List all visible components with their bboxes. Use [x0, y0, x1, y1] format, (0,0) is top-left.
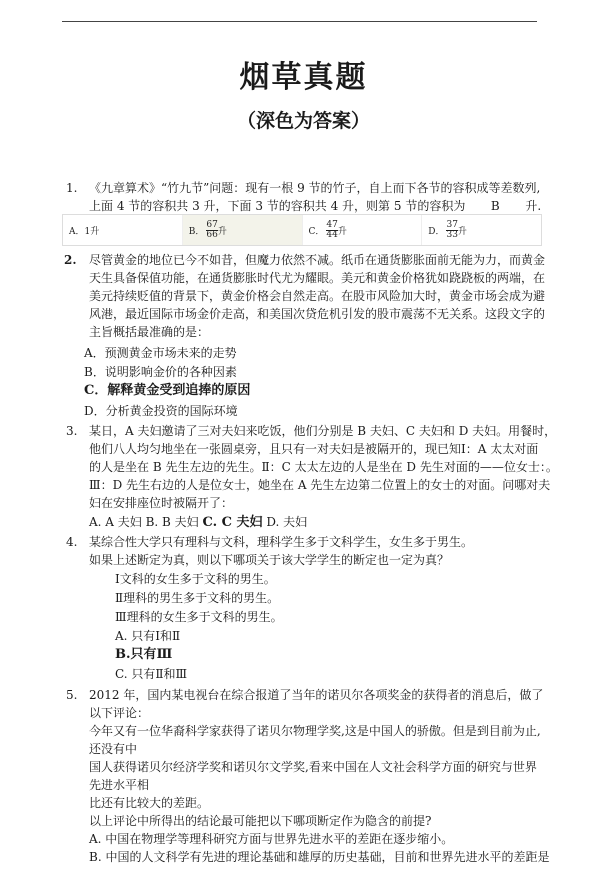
- question-5-option-b: B. 中国的人文科学有先进的理论基础和雄厚的历史基础，目前和世界先进水平的差距是: [89, 850, 550, 864]
- question-5-line: 比还有比较大的差距。: [89, 796, 210, 810]
- choice-a: A． 1升: [63, 215, 183, 245]
- header-rule: [62, 21, 537, 22]
- question-3-line: 妇在安排座位时被隔开了：: [89, 496, 234, 510]
- question-3-option-d: D. 夫妇: [262, 515, 308, 529]
- question-3-option-c-answer: C. C 夫妇: [202, 515, 263, 530]
- question-4-statement: Ⅱ理科的男生多于文科的男生。: [115, 591, 280, 605]
- question-1-choice-strip: [62, 214, 542, 246]
- question-2-option-a: A．预测黄金市场未来的走势: [84, 346, 237, 360]
- choice-b: B． $\frac{67}{66}$ 升: [183, 215, 303, 245]
- fraction: $\frac{37}{33}$: [446, 219, 458, 240]
- question-2-option-b: B．说明影响金价的各种因素: [84, 365, 237, 379]
- question-4-option-c: C. 只有Ⅱ和Ⅲ: [115, 667, 188, 681]
- question-5-option-a: A. 中国在物理学等理科研究方面与世界先进水平的差距在逐步缩小。: [89, 832, 454, 846]
- question-3-options-ab: A. A 夫妇 B. B 夫妇: [89, 515, 203, 529]
- page-title: 烟草真题: [239, 60, 368, 95]
- question-3-line: 某日，A 夫妇邀请了三对夫妇来吃饭，他们分别是 B 夫妇、C 夫妇和 D 夫妇。用餐时，: [89, 424, 557, 438]
- question-2-line: 风港，最近国际市场金价走高，和美国次贷危机引发的股市震荡不无关系。这段文字的: [89, 307, 546, 321]
- question-5-number: 5.: [66, 688, 78, 702]
- question-4-option-b-answer: B.只有Ⅲ: [115, 647, 173, 662]
- question-5-line: 还没有中: [89, 742, 138, 756]
- question-5-line: 今年又有一位华裔科学家获得了诺贝尔物理学奖,这是中国人的骄傲。但是到目前为止,: [89, 724, 541, 738]
- question-4-statement: Ⅰ文科的女生多于文科的男生。: [115, 572, 276, 586]
- question-3-options: [89, 514, 307, 531]
- question-4-option-a: A. 只有Ⅰ和Ⅱ: [115, 629, 181, 643]
- question-1-line: 《九章算术》“竹九节”问题：现有一根 9 节的竹子，自上而下各节的容积成等差数列,: [89, 181, 541, 195]
- question-5-line: 先进水平相: [89, 778, 150, 792]
- question-2-option-c-answer: C．解释黄金受到追捧的原因: [84, 383, 251, 398]
- page-subtitle: （深色为答案）: [236, 110, 370, 132]
- question-4-line: 如果上述断定为真，则以下哪项关于该大学学生的断定也一定为真？: [89, 553, 450, 567]
- fraction: $\frac{47}{44}$: [326, 219, 338, 240]
- question-3-line: Ⅲ：D 先生右边的人是位女士，她坐在 A 先生左边第二位置上的女士的对面。问哪对夫: [89, 478, 551, 492]
- question-2-line: 尽管黄金的地位已今不如昔，但魔力依然不减。纸币在通货膨胀面前无能为力，而黄金: [89, 253, 546, 267]
- question-5-line: 2012 年，国内某电视台在综合报道了当年的诺贝尔各项奖金的获得者的消息后，做了: [89, 688, 544, 702]
- question-1-line: [89, 198, 541, 215]
- question-2-line: 主旨概括最准确的是：: [89, 325, 210, 339]
- question-2-line: 美元持续贬值的背景下，黄金价格会自然走高。在股市风险加大时，黄金市场会成为避: [89, 289, 546, 303]
- question-2-number: 2.: [64, 253, 77, 267]
- fraction: $\frac{67}{66}$: [206, 219, 218, 240]
- choice-d: D． $\frac{37}{33}$ 升: [428, 219, 467, 240]
- question-3-number: 3.: [66, 424, 78, 438]
- question-4-statement: Ⅲ理科的女生多于文科的男生。: [115, 610, 283, 624]
- question-2-line: 天生具备保值功能，在通货膨胀时代尤为耀眼。美元和黄金价格犹如跷跷板的两端，在: [89, 271, 546, 285]
- question-1-answer-blank: B: [465, 198, 525, 215]
- choice-c: C． $\frac{47}{44}$ 升: [303, 215, 423, 245]
- question-1-number: 1.: [66, 181, 78, 195]
- question-5-line: 以下评论：: [89, 706, 150, 720]
- question-4-line: 某综合性大学只有理科与文科，理科学生多于文科学生，女生多于男生。: [89, 535, 474, 549]
- question-4-number: 4.: [66, 535, 78, 549]
- question-3-line: 的人是坐在 B 先生左边的先生。Ⅱ：C 太太左边的人是坐在 D 先生对面的——位女士：。: [89, 460, 558, 474]
- question-1-unit: 升.: [525, 199, 542, 213]
- question-5-line: 以上评论中所得出的结论最可能把以下哪项断定作为隐含的前提?: [89, 814, 432, 828]
- question-3-line: 他们八人均匀地坐在一张圆桌旁，且只有一对夫妇是被隔开的，现已知Ⅰ：A 太太对面: [89, 442, 539, 456]
- question-2-option-d: D．分析黄金投资的国际环境: [84, 404, 238, 418]
- question-5-line: 国人获得诺贝尔经济学奖和诺贝尔文学奖,看来中国在人文社会科学方面的研究与世界: [89, 760, 537, 774]
- question-1-text: 上面 4 节的容积共 3 升，下面 3 节的容积共 4 升，则第 5 节的容积为: [89, 199, 466, 213]
